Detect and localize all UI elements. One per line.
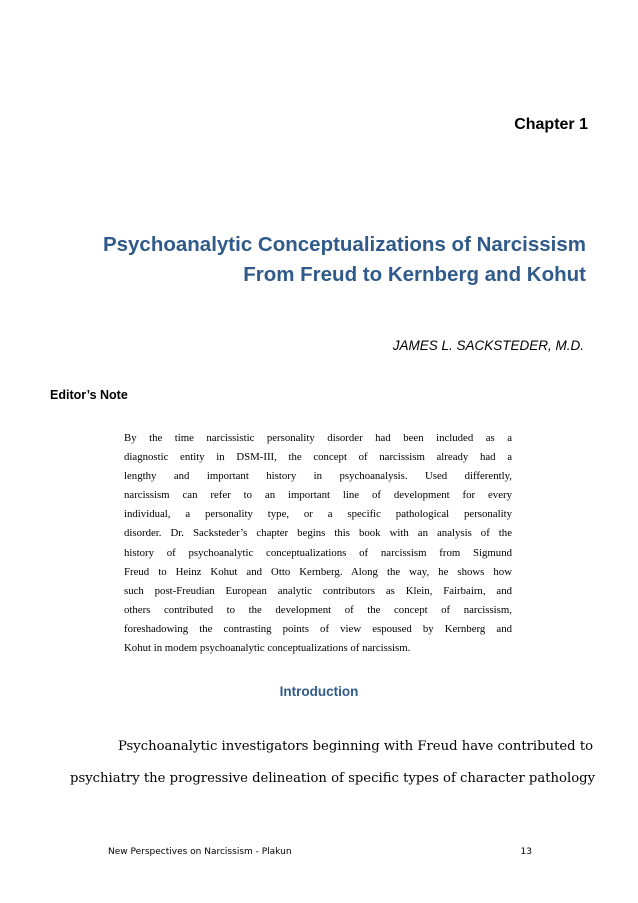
author-name: JAMES L. SACKSTEDER, M.D. — [392, 338, 584, 353]
footer-book-title: New Perspectives on Narcissism - Plakun — [108, 847, 292, 857]
chapter-label: Chapter 1 — [514, 116, 588, 133]
note-line: such post-Freudian European analytic contributors as Klein, Fairbairn, and — [124, 584, 512, 597]
body-line: psychiatry the progressive delineation of specific types of character pathology — [70, 771, 596, 786]
editors-note-heading: Editor’s Note — [50, 388, 128, 402]
note-line: narcissism can refer to an important line of development for every — [124, 489, 512, 502]
note-line: Kohut in modem psychoanalytic conceptualizations of narcissism. — [124, 642, 411, 655]
footer-page-number: 13 — [520, 847, 532, 857]
chapter-title-line-1: Psychoanalytic Conceptualizations of Narcissism — [102, 233, 586, 256]
chapter-title-line-2: From Freud to Kernberg and Kohut — [243, 263, 586, 286]
body-line: Psychoanalytic investigators beginning with Freud have contributed to — [118, 739, 594, 754]
note-line: foreshadowing the contrasting points of view espoused by Kernberg and — [124, 622, 512, 635]
note-line: others contributed to the development of the concept of narcissism, — [124, 603, 512, 616]
note-line: lengthy and important history in psychoanalysis. Used differently, — [124, 470, 512, 483]
note-line: diagnostic entity in DSM-III, the concept of narcissism already had a — [124, 451, 512, 464]
note-line: history of psychoanalytic conceptualizations of narcissism from Sigmund — [124, 546, 512, 559]
editors-note-body — [124, 429, 512, 658]
note-line: disorder. Dr. Sacksteder’s chapter begins this book with an analysis of the — [124, 527, 512, 540]
note-line: Freud to Heinz Kohut and Otto Kernberg. Along the way, he shows how — [124, 565, 512, 578]
chapter-title — [26, 230, 586, 290]
note-line: By the time narcissistic personality disorder had been included as a — [124, 432, 512, 444]
note-line: individual, a personality type, or a specific pathological personality — [124, 508, 512, 521]
section-heading-introduction: Introduction — [279, 684, 359, 699]
body-paragraph — [70, 731, 596, 795]
